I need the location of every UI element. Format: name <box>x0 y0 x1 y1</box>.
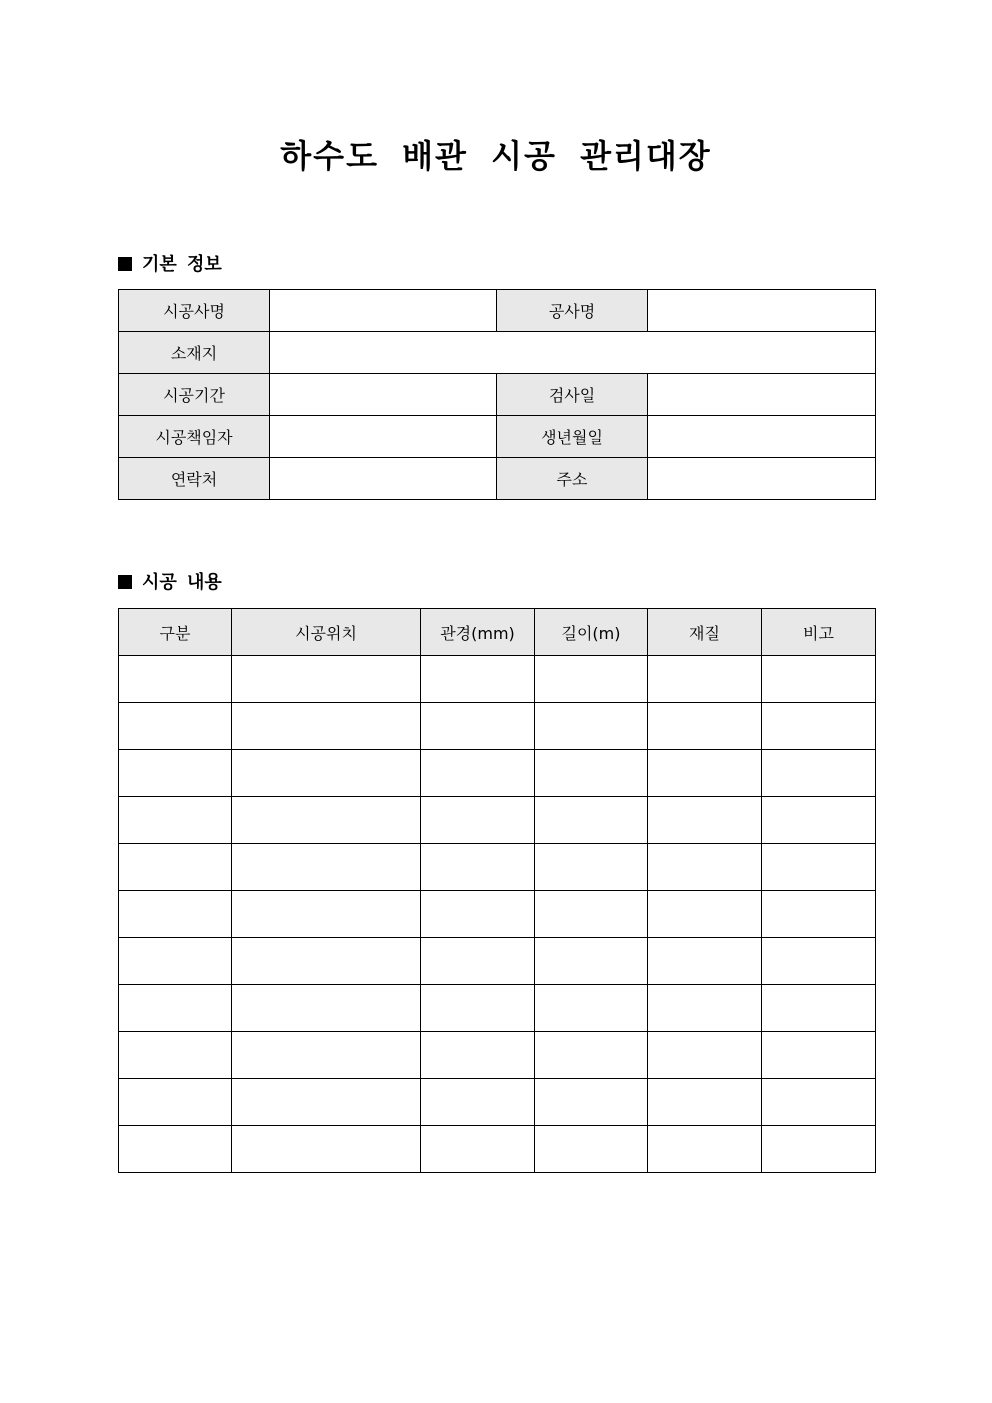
cell-material[interactable] <box>648 1079 762 1126</box>
label-location: 소재지 <box>119 332 270 374</box>
cell-remarks[interactable] <box>762 1032 876 1079</box>
cell-remarks[interactable] <box>762 985 876 1032</box>
cell-length[interactable] <box>535 656 648 703</box>
label-inspection-date: 검사일 <box>497 374 648 416</box>
cell-category[interactable] <box>119 985 232 1032</box>
table-row <box>119 891 876 938</box>
cell-remarks[interactable] <box>762 797 876 844</box>
table-row <box>119 844 876 891</box>
table-row <box>119 656 876 703</box>
square-bullet-icon <box>118 575 132 589</box>
cell-work-location[interactable] <box>232 797 421 844</box>
cell-work-location[interactable] <box>232 750 421 797</box>
cell-remarks[interactable] <box>762 844 876 891</box>
column-header-length: 길이(m) <box>535 609 648 656</box>
cell-length[interactable] <box>535 938 648 985</box>
label-birth-date: 생년월일 <box>497 416 648 458</box>
cell-category[interactable] <box>119 750 232 797</box>
table-row <box>119 703 876 750</box>
field-birth-date[interactable] <box>648 416 876 458</box>
cell-category[interactable] <box>119 938 232 985</box>
cell-pipe-diameter[interactable] <box>421 797 535 844</box>
label-company-name: 시공사명 <box>119 290 270 332</box>
cell-remarks[interactable] <box>762 1079 876 1126</box>
field-project-name[interactable] <box>648 290 876 332</box>
cell-pipe-diameter[interactable] <box>421 844 535 891</box>
cell-work-location[interactable] <box>232 844 421 891</box>
cell-category[interactable] <box>119 1079 232 1126</box>
column-header-work-location: 시공위치 <box>232 609 421 656</box>
field-location[interactable] <box>270 332 876 374</box>
table-row <box>119 985 876 1032</box>
cell-pipe-diameter[interactable] <box>421 703 535 750</box>
cell-material[interactable] <box>648 1032 762 1079</box>
section-heading-label: 시공 내용 <box>142 572 222 593</box>
cell-work-location[interactable] <box>232 1126 421 1173</box>
cell-work-location[interactable] <box>232 891 421 938</box>
column-header-material: 재질 <box>648 609 762 656</box>
field-address[interactable] <box>648 458 876 500</box>
field-site-manager[interactable] <box>270 416 497 458</box>
cell-material[interactable] <box>648 938 762 985</box>
cell-pipe-diameter[interactable] <box>421 656 535 703</box>
cell-pipe-diameter[interactable] <box>421 1032 535 1079</box>
column-header-category: 구분 <box>119 609 232 656</box>
table-row <box>119 1126 876 1173</box>
cell-work-location[interactable] <box>232 1032 421 1079</box>
label-contact: 연락처 <box>119 458 270 500</box>
cell-material[interactable] <box>648 703 762 750</box>
cell-category[interactable] <box>119 844 232 891</box>
cell-work-location[interactable] <box>232 656 421 703</box>
cell-remarks[interactable] <box>762 750 876 797</box>
field-company-name[interactable] <box>270 290 497 332</box>
field-contact[interactable] <box>270 458 497 500</box>
column-header-remarks: 비고 <box>762 609 876 656</box>
cell-material[interactable] <box>648 1126 762 1173</box>
cell-category[interactable] <box>119 1126 232 1173</box>
cell-material[interactable] <box>648 985 762 1032</box>
cell-material[interactable] <box>648 656 762 703</box>
square-bullet-icon <box>118 257 132 271</box>
cell-category[interactable] <box>119 703 232 750</box>
table-row <box>119 290 876 332</box>
basic-info-table <box>118 289 876 500</box>
cell-length[interactable] <box>535 1126 648 1173</box>
table-row <box>119 416 876 458</box>
label-address: 주소 <box>497 458 648 500</box>
section-heading-label: 기본 정보 <box>142 254 222 275</box>
cell-pipe-diameter[interactable] <box>421 1079 535 1126</box>
table-row <box>119 797 876 844</box>
table-row <box>119 1079 876 1126</box>
cell-material[interactable] <box>648 797 762 844</box>
cell-remarks[interactable] <box>762 703 876 750</box>
cell-remarks[interactable] <box>762 1126 876 1173</box>
cell-work-location[interactable] <box>232 703 421 750</box>
section-heading-basic-info <box>118 252 222 278</box>
cell-work-location[interactable] <box>232 985 421 1032</box>
page-title: 하수도 배관 시공 관리대장 <box>280 137 712 175</box>
cell-length[interactable] <box>535 891 648 938</box>
table-row <box>119 374 876 416</box>
table-row <box>119 458 876 500</box>
label-project-name: 공사명 <box>497 290 648 332</box>
section-heading-work-content <box>118 570 222 596</box>
cell-length[interactable] <box>535 1032 648 1079</box>
cell-length[interactable] <box>535 703 648 750</box>
cell-pipe-diameter[interactable] <box>421 750 535 797</box>
label-site-manager: 시공책임자 <box>119 416 270 458</box>
cell-material[interactable] <box>648 750 762 797</box>
cell-category[interactable] <box>119 656 232 703</box>
cell-category[interactable] <box>119 891 232 938</box>
cell-material[interactable] <box>648 844 762 891</box>
label-construction-period: 시공기간 <box>119 374 270 416</box>
cell-pipe-diameter[interactable] <box>421 985 535 1032</box>
field-construction-period[interactable] <box>270 374 497 416</box>
cell-remarks[interactable] <box>762 656 876 703</box>
table-row <box>119 1032 876 1079</box>
cell-length[interactable] <box>535 797 648 844</box>
cell-pipe-diameter[interactable] <box>421 891 535 938</box>
cell-remarks[interactable] <box>762 938 876 985</box>
field-inspection-date[interactable] <box>648 374 876 416</box>
cell-work-location[interactable] <box>232 1079 421 1126</box>
work-content-table <box>118 608 876 1173</box>
table-header-row <box>119 609 876 656</box>
cell-pipe-diameter[interactable] <box>421 938 535 985</box>
table-row <box>119 938 876 985</box>
cell-pipe-diameter[interactable] <box>421 1126 535 1173</box>
table-row <box>119 332 876 374</box>
cell-length[interactable] <box>535 1079 648 1126</box>
cell-length[interactable] <box>535 844 648 891</box>
table-row <box>119 750 876 797</box>
cell-length[interactable] <box>535 985 648 1032</box>
cell-category[interactable] <box>119 1032 232 1079</box>
cell-work-location[interactable] <box>232 938 421 985</box>
cell-length[interactable] <box>535 750 648 797</box>
cell-remarks[interactable] <box>762 891 876 938</box>
cell-material[interactable] <box>648 891 762 938</box>
cell-category[interactable] <box>119 797 232 844</box>
column-header-pipe-diameter: 관경(mm) <box>421 609 535 656</box>
